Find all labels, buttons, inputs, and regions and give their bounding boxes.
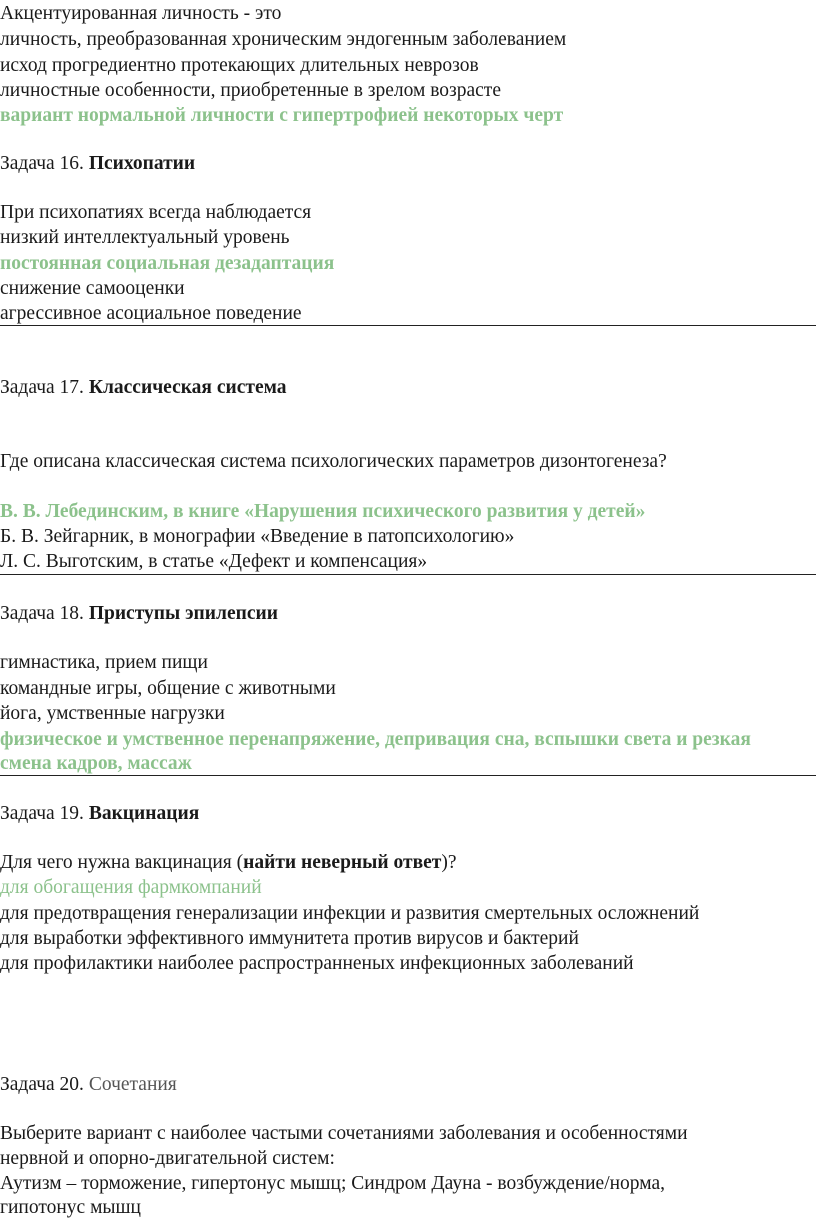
answer-option[interactable]: личностные особенности, приобретенные в зрелом возрасте [0,80,501,101]
answer-option[interactable]: снижение самооценки [0,278,185,299]
correct-answer[interactable]: вариант нормальной личности с гипертрофией некоторых черт [0,105,564,126]
task-number: Задача 17. [0,377,84,398]
answer-option[interactable]: йога, умственные нагрузки [0,703,225,724]
task-title: Психопатии [88,153,196,174]
answer-option[interactable]: Б. В. Зейгарник, в монографии «Введение в патопсихологию» [0,526,515,547]
task-heading [0,152,195,176]
task-heading [0,376,287,400]
task-title: Сочетания [88,1074,177,1095]
question-text: При психопатиях всегда наблюдается [0,202,312,223]
answer-option[interactable]: командные игры, общение с животными [0,678,336,699]
question-emphasis: найти неверный ответ [243,852,442,873]
correct-answer[interactable]: для обогащения фармкомпаний [0,877,262,898]
task-number: Задача 16. [0,153,84,174]
task-number: Задача 20. [0,1074,84,1095]
correct-answer[interactable]: постоянная социальная дезадаптация [0,253,335,274]
task-heading [0,802,199,826]
divider [0,775,816,776]
task-heading [0,1073,177,1097]
answer-option[interactable]: для выработки эффективного иммунитета против вирусов и бактерий [0,928,579,949]
answer-option[interactable]: низкий интеллектуальный уровень [0,227,290,248]
divider [0,574,816,575]
divider [0,325,816,326]
correct-answer[interactable]: физическое и умственное перенапряжение, депривация сна, вспышки света и резкая [0,729,751,750]
answer-option[interactable]: Л. С. Выготским, в статье «Дефект и компенсация» [0,551,428,572]
answer-option[interactable]: личность, преобразованная хроническим эндогенным заболеванием [0,29,567,50]
task-title: Приступы эпилепсии [88,603,278,624]
question-text [0,851,457,875]
correct-answer-continued[interactable]: смена кадров, массаж [0,753,192,774]
answer-option[interactable]: для профилактики наиболее распространненых инфекционных заболеваний [0,953,634,974]
correct-answer[interactable]: В. В. Лебединским, в книге «Нарушения психического развития у детей» [0,501,646,522]
task-heading [0,602,278,626]
answer-option-continued[interactable]: гипотонус мышц [0,1197,141,1218]
answer-option[interactable]: Аутизм – торможение, гипертонус мышц; Синдром Дауна - возбуждение/норма, [0,1173,665,1194]
question-start: Для чего нужна вакцинация ( [0,852,244,873]
task-title: Классическая система [88,377,287,398]
answer-option[interactable]: агрессивное асоциальное поведение [0,303,302,324]
task-number: Задача 18. [0,603,84,624]
question-text: Акцентуированная личность - это [0,3,282,24]
question-text: Где описана классическая система психологических параметров дизонтогенеза? [0,451,667,472]
answer-option[interactable]: гимнастика, прием пищи [0,652,208,673]
answer-option[interactable]: для предотвращения генерализации инфекции и развития смертельных осложнений [0,903,700,924]
task-number: Задача 19. [0,803,84,824]
answer-option[interactable]: исход прогредиентно протекающих длительных неврозов [0,55,479,76]
question-text-continued: нервной и опорно-двигательной систем: [0,1148,335,1169]
task-title: Вакцинация [88,803,200,824]
question-text: Выберите вариант с наиболее частыми сочетаниями заболевания и особенностями [0,1123,688,1144]
question-end: )? [441,852,457,873]
